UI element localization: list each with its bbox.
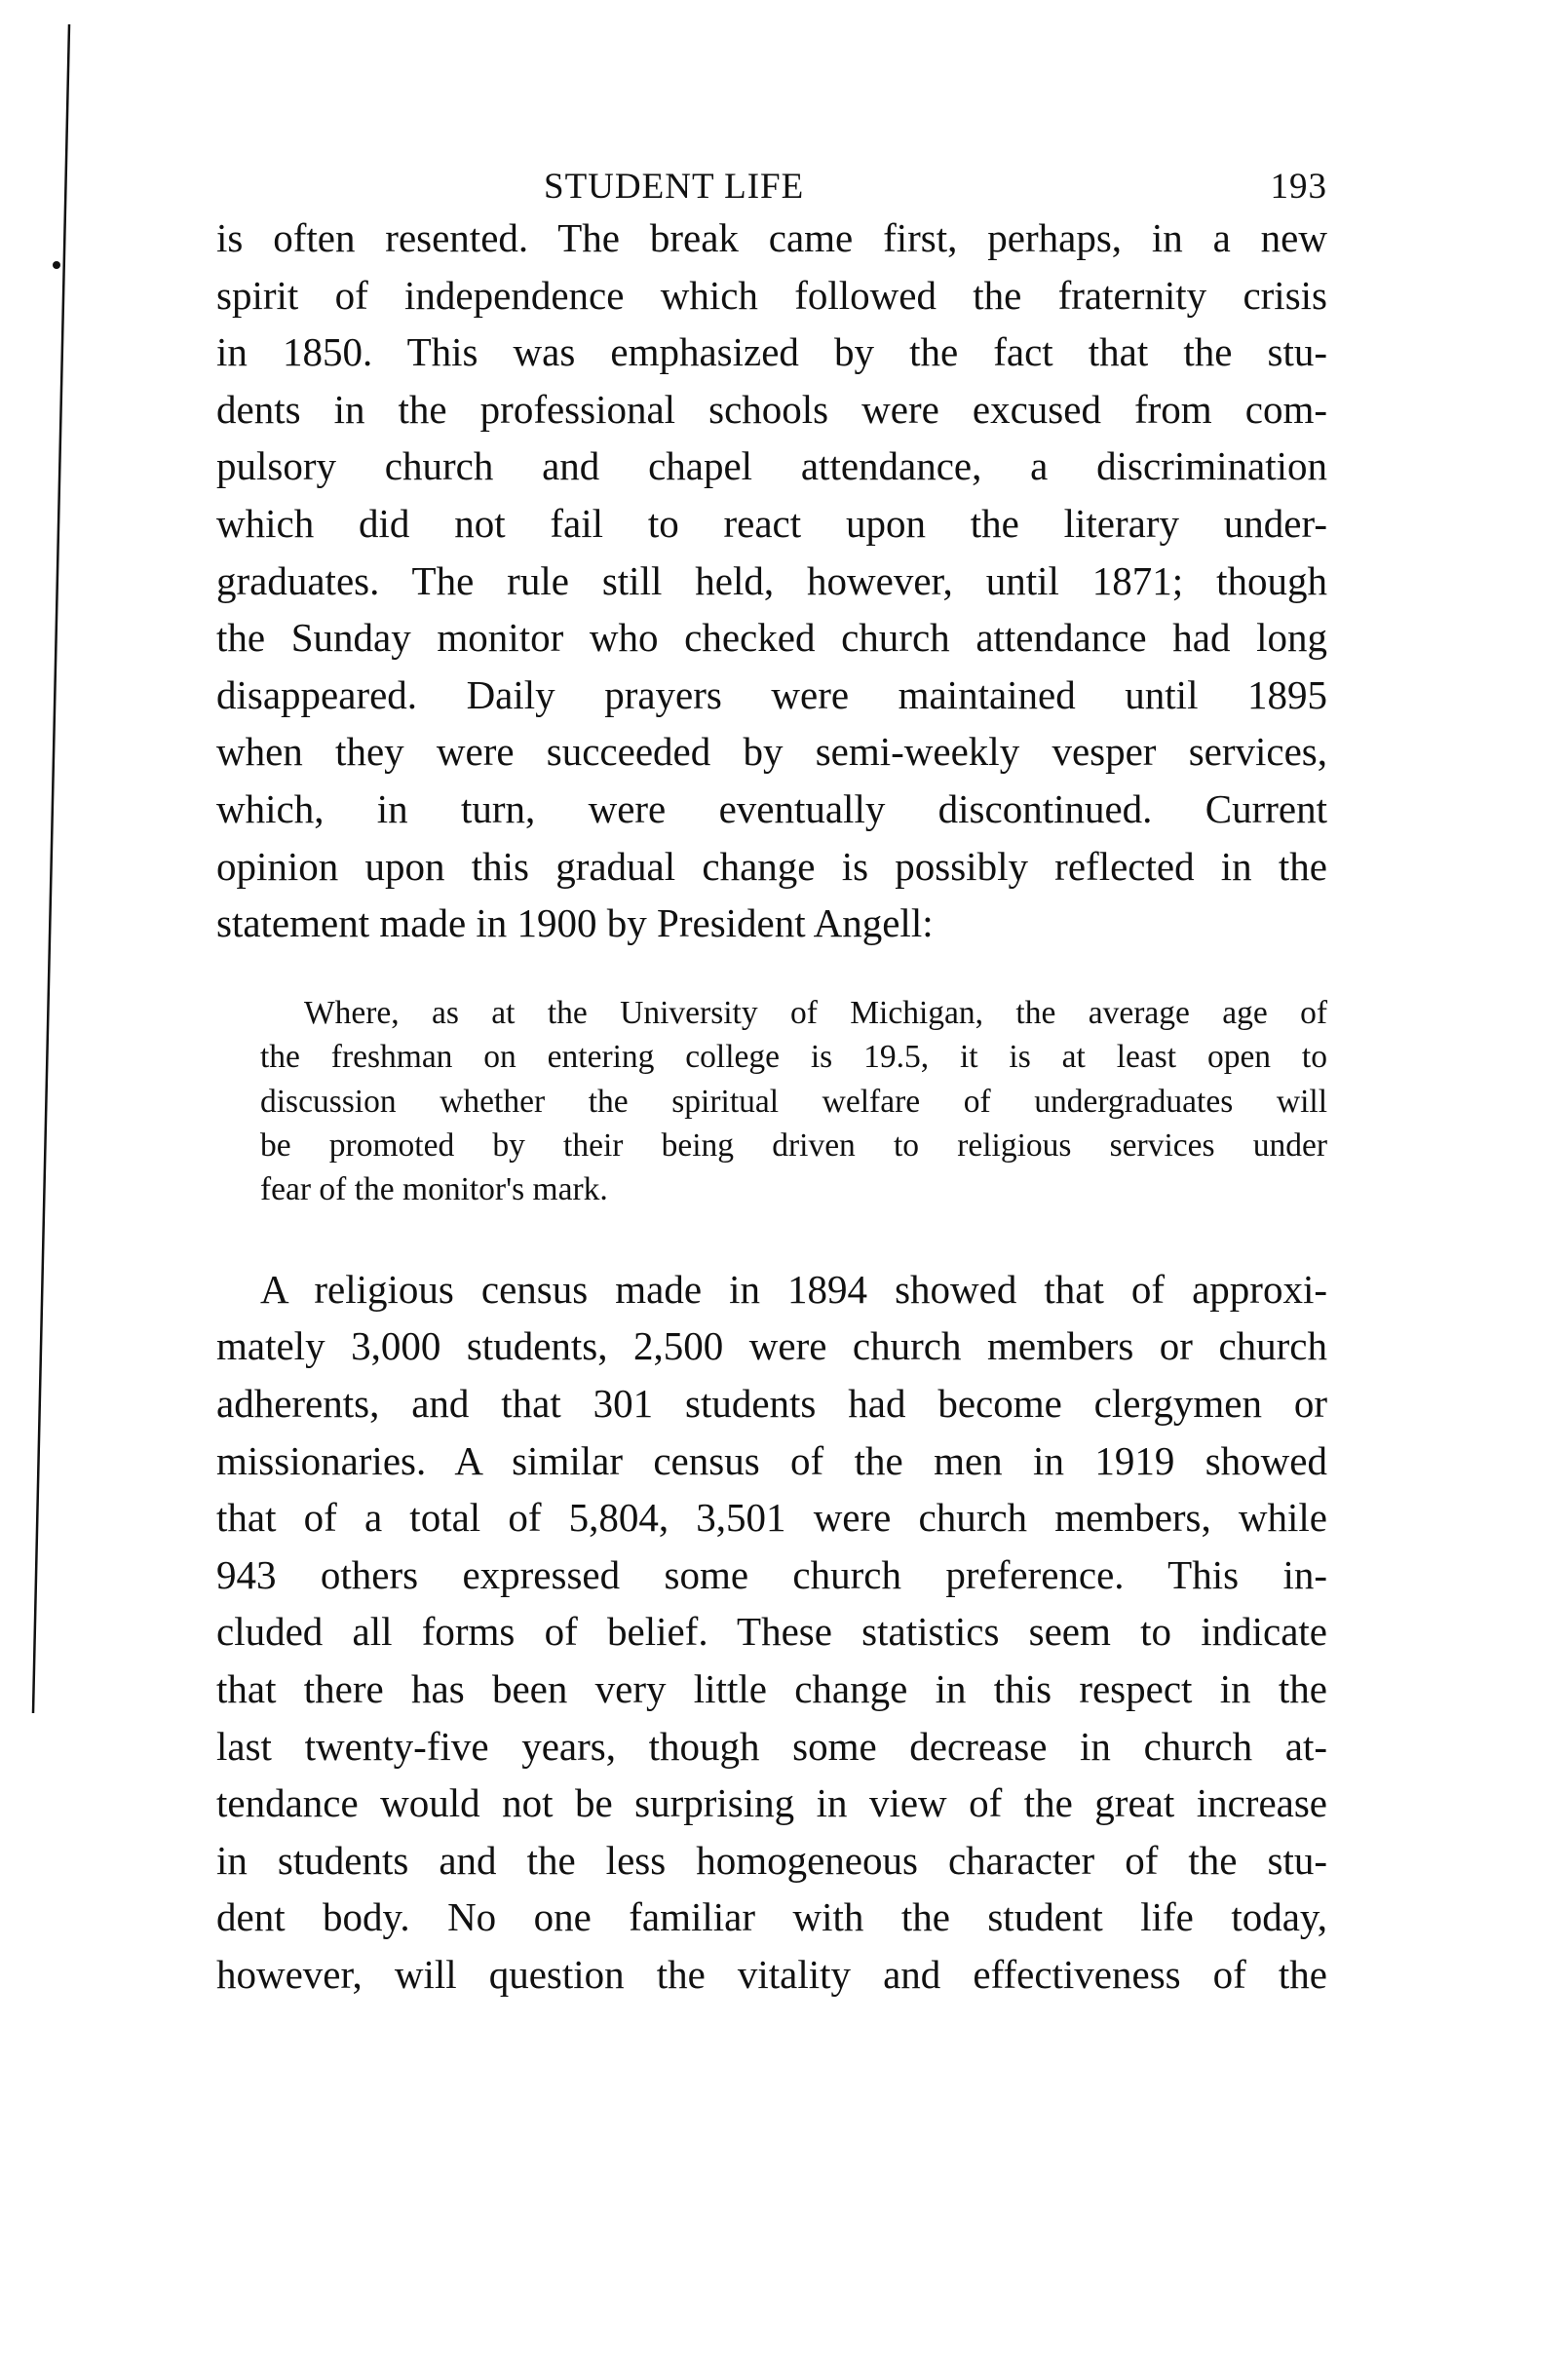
text-line: pulsory church and chapel attendance, a discrimination [216, 443, 1327, 489]
text-line: which did not fail to react upon the literary under- [216, 500, 1327, 546]
quote-line: be promoted by their being driven to religious services under [260, 1127, 1327, 1164]
text-line: which, in turn, were eventually discontinued. Current [216, 785, 1327, 831]
text-line: when they were succeeded by semi-weekly vesper services, [216, 729, 1327, 775]
text-line: dents in the professional schools were excused from com- [216, 386, 1327, 432]
text-line: spirit of independence which followed the fraternity crisis [216, 272, 1327, 318]
text-line: adherents, and that 301 students had become clergymen or [216, 1380, 1327, 1426]
text-line: cluded all forms of belief. These statistics seem to indicate [216, 1609, 1327, 1655]
text-line: in students and the less homogeneous character of the stu- [216, 1837, 1327, 1883]
text-line: disappeared. Daily prayers were maintained until 1895 [216, 671, 1327, 717]
paragraph-2 [216, 1261, 1327, 2004]
book-page [216, 146, 1327, 2003]
quote-line: discussion whether the spiritual welfare of undergraduates will [260, 1083, 1327, 1120]
text-line: however, will question the vitality and effectiveness of the [216, 1951, 1327, 1997]
text-line: opinion upon this gradual change is possibly reflected in the [216, 843, 1327, 889]
page-number: 193 [1270, 167, 1327, 207]
text-line: missionaries. A similar census of the men in 1919 showed [216, 1437, 1327, 1483]
block-quote [260, 991, 1327, 1212]
text-line: is often resented. The break came first, perhaps, in a new [216, 215, 1327, 260]
text-line: graduates. The rule still held, however, until 1871; though [216, 557, 1327, 603]
scan-edge-line [0, 0, 117, 1754]
page-header [216, 146, 1327, 205]
quote-line: the freshman on entering college is 19.5, it is at least open to [260, 1039, 1327, 1076]
scan-speck [53, 261, 60, 269]
text-line: 943 others expressed some church preference. This in- [216, 1551, 1327, 1597]
paragraph-1 [216, 210, 1327, 952]
text-line: tendance would not be surprising in view of the great increase [216, 1780, 1327, 1826]
running-head: STUDENT LIFE [544, 167, 805, 207]
text-line: dent body. No one familiar with the student life today, [216, 1894, 1327, 1940]
scan-edge-stroke [33, 24, 69, 1713]
quote-line: Where, as at the University of Michigan, the average age of [304, 994, 1327, 1031]
text-line: the Sunday monitor who checked church attendance had long [216, 615, 1327, 661]
text-line: statement made in 1900 by President Angell: [216, 900, 934, 946]
quote-line: fear of the monitor's mark. [260, 1171, 608, 1208]
text-line: that there has been very little change in this respect in the [216, 1665, 1327, 1711]
text-line: last twenty-five years, though some decrease in church at- [216, 1723, 1327, 1769]
text-line: A religious census made in 1894 showed that of approxi- [260, 1266, 1327, 1312]
text-line: in 1850. This was emphasized by the fact that the stu- [216, 329, 1327, 375]
text-line: that of a total of 5,804, 3,501 were church members, while [216, 1495, 1327, 1541]
text-line: mately 3,000 students, 2,500 were church members or church [216, 1323, 1327, 1369]
